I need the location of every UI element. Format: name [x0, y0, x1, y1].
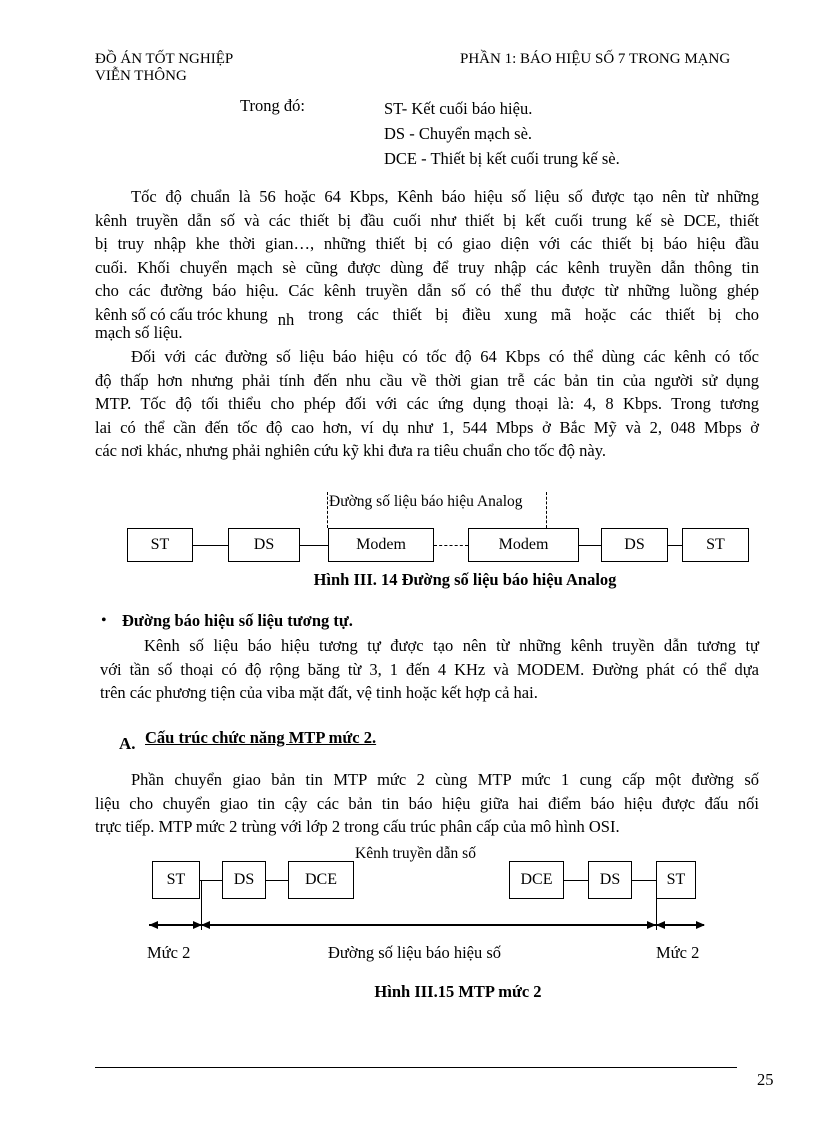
arrowhead-right-icon — [696, 921, 705, 929]
text-line: MTP. Tốc độ tối thiểu cho phép đối với các ứng dụng thoại là: 4, 8 Kbps. Trong tương — [95, 394, 759, 413]
figure-15-caption: Hình III.15 MTP mức 2 — [374, 982, 542, 1001]
node-dce: DCE — [288, 861, 354, 899]
arrowhead-left-icon — [149, 921, 158, 929]
text-line: mạch số liệu. — [95, 323, 183, 342]
footer-rule — [95, 1067, 737, 1068]
legend-label: Trong đó: — [240, 96, 305, 115]
span-arrow-middle — [201, 924, 656, 926]
node-ds: DS — [222, 861, 266, 899]
figure-15-top-label: Kênh truyền dẫn số — [355, 845, 476, 862]
node-ds: DS — [601, 528, 668, 562]
arrowhead-left-icon — [201, 921, 210, 929]
node-st: ST — [682, 528, 749, 562]
text-line: độ thấp hơn nhưng phải tính đến nhu cầu về thời gian trễ các bản tin của người sử dụng — [95, 370, 759, 390]
node-modem: Modem — [468, 528, 579, 562]
legend-item: DCE - Thiết bị kết cuối trung kế sè. — [384, 149, 620, 168]
link-line — [200, 880, 222, 881]
figure-14-caption: Hình III. 14 Đường số liệu báo hiệu Analog — [313, 570, 617, 589]
text-segment: kênh số có cấu tróc khung — [95, 304, 268, 324]
text-line: kênh truyền dẫn số và các thiết bị đầu cuối như thiết bị kết cuối trung kế sè DCE, thiết — [95, 210, 759, 230]
bullet-title: Đường báo hiệu số liệu tương tự. — [122, 611, 353, 630]
node-st: ST — [127, 528, 193, 562]
node-st: ST — [656, 861, 696, 899]
header-title: ĐỒ ÁN TỐT NGHIỆP — [95, 51, 234, 67]
header-right: PHẦN 1: BÁO HIỆU SỐ 7 TRONG MẠNG — [460, 51, 731, 67]
text-line: cho các đường báo hiệu. Các kênh truyền dẫn số có thể thu được từ những luồng ghép — [95, 281, 759, 300]
text-line: trên các phương tiện của viba mặt đất, vệ tinh hoặc kết hợp cả hai. — [100, 683, 538, 702]
text-line: Tốc độ chuẩn là 56 hoặc 64 Kbps, Kênh báo hiệu số liệu số được tạo nên từ những — [131, 187, 759, 206]
text-segment: trong các thiết bị điều xung mã hoặc các thiết bị cho — [308, 304, 759, 324]
level-label-right: Mức 2 — [656, 943, 700, 962]
node-st: ST — [152, 861, 200, 899]
text-line: các nơi khác, nhưng phải nghiên cứu kỹ khi đưa ra tiêu chuẩn cho tốc độ này. — [95, 441, 606, 460]
arrowhead-right-icon — [647, 921, 656, 929]
figure-14-top-label: Đường số liệu báo hiệu Analog — [329, 493, 523, 510]
arrowhead-left-icon — [656, 921, 665, 929]
legend-item: ST- Kết cuối báo hiệu. — [384, 99, 533, 118]
page-number: 25 — [757, 1070, 774, 1089]
node-modem: Modem — [328, 528, 434, 562]
text-line: Kênh số liệu báo hiệu tương tự được tạo nên từ những kênh truyền dẫn tương tự — [144, 636, 759, 655]
text-line: lai có thể cần đến tốc độ cao hơn, ví dụ như 1, 544 Mbps ở Bắc Mỹ và 2, 048 Mbps ở — [95, 417, 759, 437]
section-title: Cấu trúc chức năng MTP mức 2. — [145, 728, 377, 747]
node-ds: DS — [228, 528, 300, 562]
legend-item: DS - Chuyển mạch sè. — [384, 124, 533, 143]
text-line: với tần số thoại có độ rộng băng từ 3, 1 đến 4 KHz và MODEM. Đường phát có thể dựa — [100, 659, 759, 679]
text-line: cuối. Khối chuyển mạch sè cũng được dùng để truy nhập các kênh truyền dẫn thông tin — [95, 257, 759, 277]
link-line — [632, 880, 656, 881]
node-ds: DS — [588, 861, 632, 899]
subscript-text: nh — [277, 309, 295, 329]
text-line: Phần chuyển giao bản tin MTP mức 2 cùng MTP mức 1 cung cấp một đường số — [131, 770, 759, 789]
link-line — [564, 880, 588, 881]
text-line: trực tiếp. MTP mức 2 trùng với lớp 2 trong cấu trúc phân cấp của mô hình OSI. — [95, 817, 620, 836]
section-letter: A. — [119, 734, 136, 753]
bullet-icon: • — [101, 612, 107, 629]
text-line: Đối với các đường số liệu báo hiệu có tốc độ 64 Kbps có thể dùng các kênh có tốc — [131, 347, 759, 366]
level-label-left: Mức 2 — [147, 943, 191, 962]
link-line — [266, 880, 288, 881]
node-dce: DCE — [509, 861, 564, 899]
text-line: liệu cho chuyển giao tin cậy các bản tin báo hiệu giữa hai điểm báo hiệu được đấu nối — [95, 793, 759, 813]
text-line: bị truy nhập khe thời gian…, những thiết bị có giao diện với các thiết bị báo hiệu đầu — [95, 234, 759, 253]
span-label: Đường số liệu báo hiệu số — [328, 943, 502, 962]
header-subtitle: VIỄN THÔNG — [95, 68, 187, 84]
